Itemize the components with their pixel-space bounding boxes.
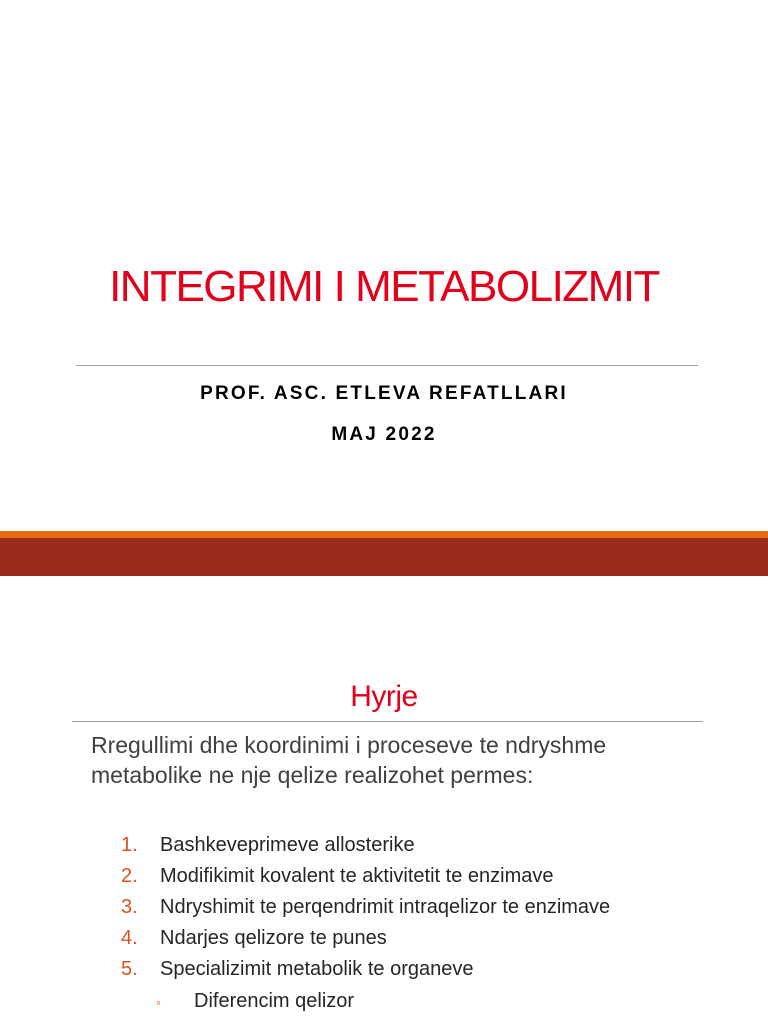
list-item — [0, 927, 768, 957]
intro-line: metabolike ne nje qelize realizohet permes: — [91, 762, 534, 788]
section-title: Hyrje — [350, 680, 418, 713]
list-item — [0, 865, 768, 895]
hollow-bullet-icon: ◦ — [156, 994, 161, 1010]
content-slide — [0, 576, 768, 1024]
sub-list-text: Diferencim qelizor — [194, 990, 355, 1012]
list-number: 5. — [121, 958, 138, 980]
section-divider — [72, 721, 703, 722]
list-text: Modifikimit kovalent te aktivitetit te enzimave — [160, 865, 554, 887]
intro-line: Rregullimi dhe koordinimi i proceseve te ndryshme — [91, 732, 607, 758]
footer-accent-stripe — [0, 531, 768, 538]
footer-bar — [0, 538, 768, 576]
list-text: Ndarjes qelizore te punes — [160, 927, 387, 949]
sub-list-item — [0, 990, 768, 1020]
slide-title: INTEGRIMI I METABOLIZMIT — [109, 262, 659, 311]
intro-paragraph — [91, 730, 731, 790]
list-number: 2. — [121, 865, 138, 887]
list-item — [0, 958, 768, 988]
list-text: Ndryshimit te perqendrimit intraqelizor te enzimave — [160, 896, 611, 918]
list-number: 3. — [121, 896, 138, 918]
list-text: Bashkeveprimeve allosterike — [160, 834, 415, 856]
date-line: MAJ 2022 — [331, 424, 437, 445]
author-line: PROF. ASC. ETLEVA REFATLLARI — [200, 383, 568, 404]
list-number: 4. — [121, 927, 138, 949]
title-divider — [76, 365, 698, 366]
list-item — [0, 834, 768, 864]
list-number: 1. — [121, 834, 138, 856]
list-text: Specializimit metabolik te organeve — [160, 958, 474, 980]
list-item — [0, 896, 768, 926]
